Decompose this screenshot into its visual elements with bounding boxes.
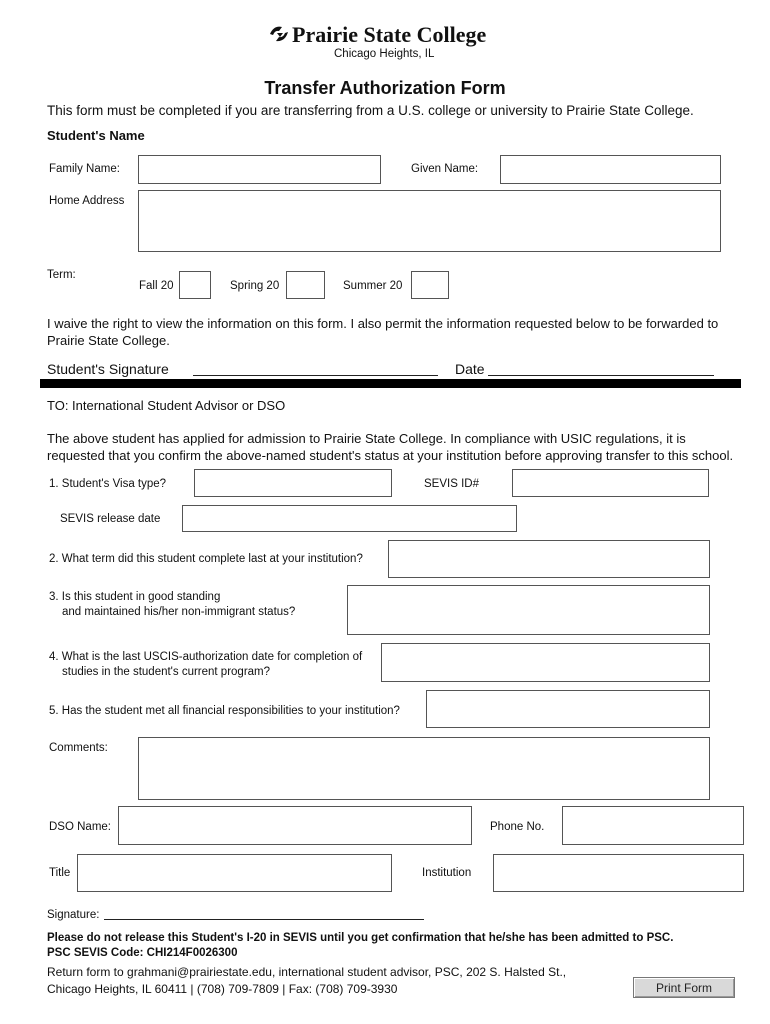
fall-year-field[interactable]: [179, 271, 211, 299]
sevis-id-label: SEVIS ID#: [424, 478, 479, 490]
comments-field[interactable]: [138, 737, 710, 800]
visa-type-field[interactable]: [194, 469, 392, 497]
term-label: Term:: [47, 269, 76, 281]
spring-label: Spring 20: [230, 280, 280, 292]
student-signature-line[interactable]: [193, 375, 438, 376]
home-address-label: Home Address: [49, 195, 125, 207]
summer-year-field[interactable]: [411, 271, 449, 299]
good-standing-label-1: 3. Is this student in good standing: [49, 591, 221, 603]
college-name: Prairie State College: [292, 22, 487, 47]
to-advisor-text: TO: International Student Advisor or DSO: [47, 398, 286, 413]
logo-mark-icon: [268, 24, 290, 44]
visa-type-label: 1. Student's Visa type?: [49, 478, 167, 490]
return-address-2: Chicago Heights, IL 60411 | (708) 709-7809 | Fax: (708) 709-3930: [47, 982, 398, 996]
dso-name-field[interactable]: [118, 806, 472, 845]
sevis-code: PSC SEVIS Code: CHI214F0026300: [47, 947, 238, 959]
institution-field[interactable]: [493, 854, 744, 892]
sevis-id-field[interactable]: [512, 469, 709, 497]
given-name-field[interactable]: [500, 155, 721, 184]
print-form-button[interactable]: Print Form: [633, 977, 735, 998]
fall-label: Fall 20: [139, 280, 174, 292]
title-field[interactable]: [77, 854, 392, 892]
uscis-date-label-1: 4. What is the last USCIS-authorization date for completion of: [49, 651, 363, 663]
date-line[interactable]: [488, 375, 714, 376]
phone-field[interactable]: [562, 806, 744, 845]
student-signature-label: Student's Signature: [47, 361, 169, 377]
sevis-release-label: SEVIS release date: [60, 513, 161, 525]
uscis-date-label-2: studies in the student's current program?: [62, 666, 271, 678]
phone-label: Phone No.: [490, 821, 545, 833]
advisor-signature-line[interactable]: [104, 919, 424, 920]
institution-label: Institution: [422, 867, 472, 879]
last-term-field[interactable]: [388, 540, 710, 578]
return-address-1: Return form to grahmani@prairiestate.edu, international student advisor, PSC, 202 S. Halsted St.,: [47, 965, 567, 979]
good-standing-label-2: and maintained his/her non-immigrant status?: [62, 606, 296, 618]
release-warning: Please do not release this Student's I-20 in SEVIS until you get confirmation that he/she has been admitted to PSC.: [47, 932, 674, 944]
form-title: Transfer Authorization Form: [264, 78, 506, 98]
advisor-signature-label: Signature:: [47, 909, 100, 921]
student-name-heading: Student's Name: [47, 128, 145, 143]
waiver-text: I waive the right to view the information on this form. I also permit the information requested below to be forwarded to Prairie State College.: [47, 316, 719, 348]
form-intro: This form must be completed if you are transferring from a U.S. college or university to Prairie State College.: [47, 103, 694, 118]
financial-field[interactable]: [426, 690, 710, 728]
dso-name-label: DSO Name:: [49, 821, 111, 833]
summer-label: Summer 20: [343, 280, 403, 292]
home-address-field[interactable]: [138, 190, 721, 252]
uscis-date-field[interactable]: [381, 643, 710, 682]
advisor-intro-text: The above student has applied for admission to Prairie State College. In compliance with USIC regulations, it is requested that you confirm the above-named student's status at your institution before approving transfer to this school.: [47, 431, 734, 463]
sevis-release-field[interactable]: [182, 505, 517, 532]
family-name-label: Family Name:: [49, 163, 120, 175]
last-term-label: 2. What term did this student complete last at your institution?: [49, 553, 363, 565]
spring-year-field[interactable]: [286, 271, 325, 299]
date-label: Date: [455, 361, 485, 377]
college-city: Chicago Heights, IL: [334, 48, 435, 60]
section-divider: [40, 379, 741, 388]
given-name-label: Given Name:: [411, 163, 479, 175]
good-standing-field[interactable]: [347, 585, 710, 635]
family-name-field[interactable]: [138, 155, 381, 184]
title-label: Title: [49, 867, 71, 879]
financial-label: 5. Has the student met all financial responsibilities to your institution?: [49, 705, 400, 717]
comments-label: Comments:: [49, 742, 108, 754]
